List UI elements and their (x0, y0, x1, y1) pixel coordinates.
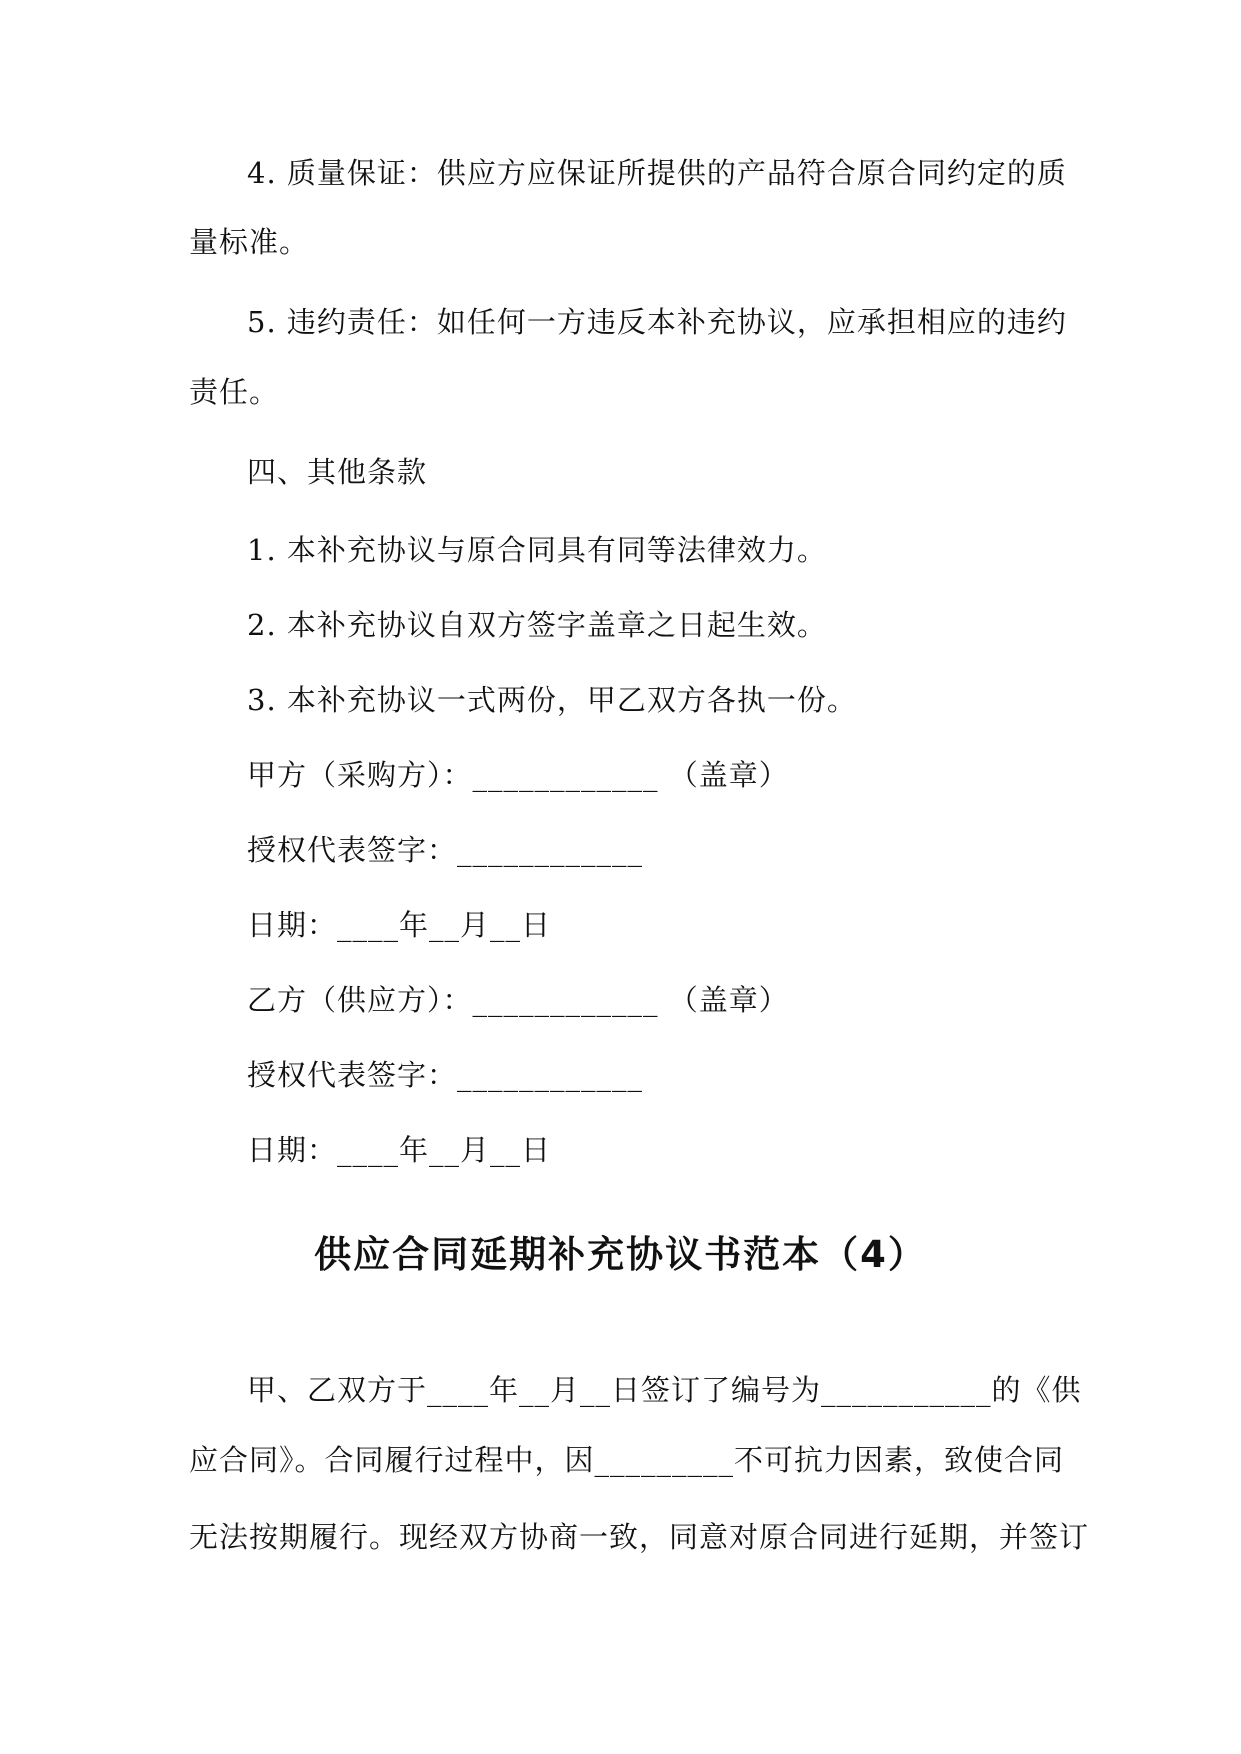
clause-4-quality-line1: 4. 质量保证：供应方应保证所提供的产品符合原合同约定的质 (247, 156, 1067, 190)
other-term-2: 2. 本补充协议自双方签字盖章之日起生效。 (247, 608, 827, 642)
other-term-3: 3. 本补充协议一式两份，甲乙双方各执一份。 (247, 683, 857, 717)
body-paragraph-line3: 无法按期履行。现经双方协商一致，同意对原合同进行延期，并签订 (189, 1520, 1090, 1554)
party-b-signature-line: 乙方（供应方）：____________ （盖章） (247, 983, 789, 1017)
party-a-signature-line: 甲方（采购方）：____________ （盖章） (247, 758, 789, 792)
clause-5-liability-line1: 5. 违约责任：如任何一方违反本补充协议，应承担相应的违约 (247, 305, 1067, 339)
clause-4-quality-line2: 量标准。 (189, 225, 310, 259)
party-b-representative-line: 授权代表签字：____________ (247, 1058, 644, 1092)
section-title: 供应合同延期补充协议书范本（4） (314, 1233, 927, 1276)
clause-5-liability-line2: 责任。 (189, 375, 280, 409)
body-paragraph-line1: 甲、乙双方于____年__月__日签订了编号为___________的《供 (247, 1373, 1082, 1407)
section-heading-other-terms: 四、其他条款 (247, 455, 428, 489)
body-paragraph-line2: 应合同》。合同履行过程中，因_________不可抗力因素，致使合同 (189, 1443, 1065, 1477)
other-term-1: 1. 本补充协议与原合同具有同等法律效力。 (247, 533, 827, 567)
party-b-date-line: 日期：____年__月__日 (247, 1133, 552, 1167)
party-a-date-line: 日期：____年__月__日 (247, 908, 552, 942)
party-a-representative-line: 授权代表签字：____________ (247, 833, 644, 867)
